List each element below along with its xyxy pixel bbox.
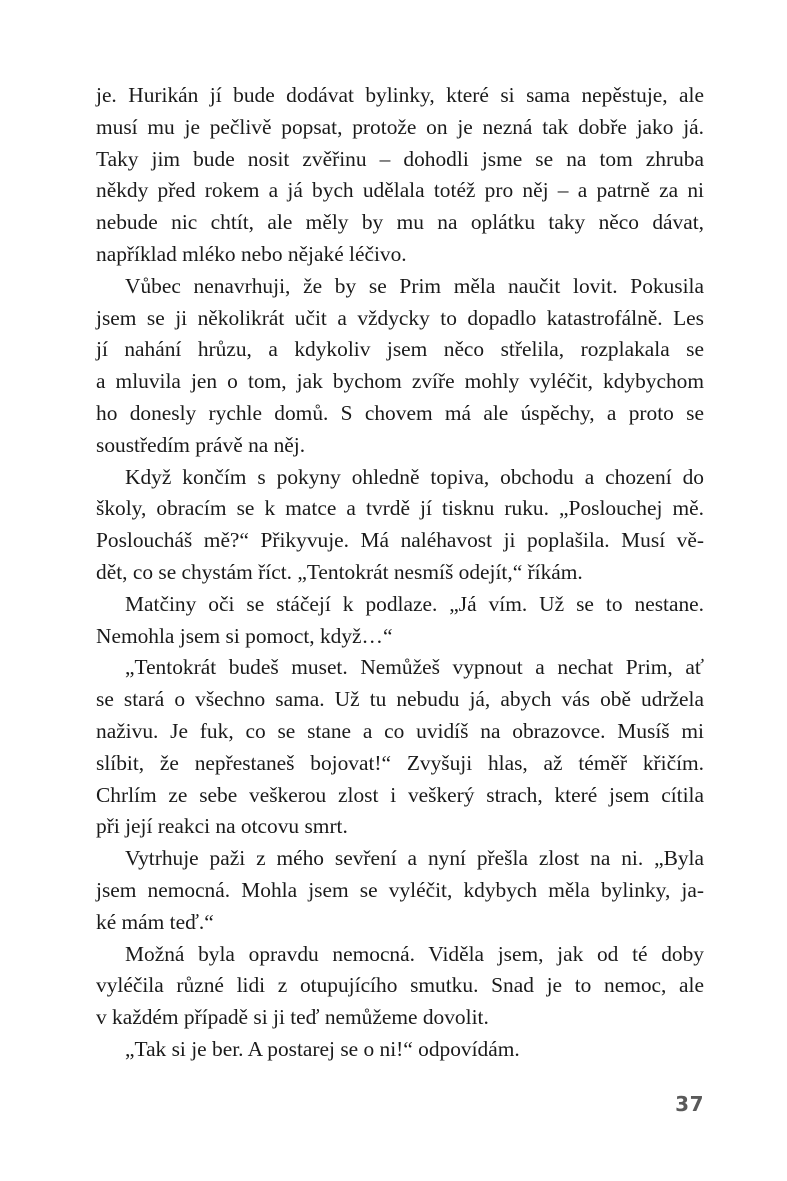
paragraph bbox=[96, 462, 704, 589]
text-line: Chrlím ze sebe veškerou zlost i veškerý strach, které jsem cítila bbox=[96, 782, 704, 807]
text-line: Možná byla opravdu nemocná. Viděla jsem, jak od té doby bbox=[125, 941, 704, 966]
text-line: Když končím s pokyny ohledně topiva, obchodu a chození do bbox=[125, 464, 704, 489]
text-line: jí nahání hrůzu, a kdykoliv jsem něco střelila, rozplakala se bbox=[96, 337, 704, 362]
text-line: ho donesly rychle domů. S chovem má ale úspěchy, a proto se bbox=[96, 400, 704, 425]
text-line: školy, obracím se k matce a tvrdě jí tisknu ruku. „Poslouchej mě. bbox=[96, 496, 704, 521]
text-line: v každém případě si ji teď nemůžeme dovolit. bbox=[96, 1005, 489, 1030]
text-line: Nemohla jsem si pomoct, když…“ bbox=[96, 623, 393, 648]
text-line: jsem se ji několikrát učit a vždycky to dopadlo katastrofálně. Les bbox=[96, 305, 704, 330]
paragraph bbox=[96, 843, 704, 938]
text-line: soustředím právě na něj. bbox=[96, 432, 306, 457]
paragraph bbox=[96, 80, 704, 271]
page-number: 37 bbox=[675, 1092, 704, 1116]
text-line: a mluvila jen o tom, jak bychom zvíře mohly vyléčit, kdybychom bbox=[96, 369, 704, 394]
paragraph bbox=[96, 652, 704, 843]
text-line: jsem nemocná. Mohla jsem se vyléčit, kdybych měla bylinky, ja- bbox=[96, 877, 704, 902]
text-line: Vůbec nenavrhuji, že by se Prim měla naučit lovit. Pokusila bbox=[125, 273, 704, 298]
text-line: Vytrhuje paži z mého sevření a nyní přešla zlost na ni. „Byla bbox=[125, 846, 704, 871]
text-line: při její reakci na otcovu smrt. bbox=[96, 814, 348, 839]
paragraph bbox=[96, 1034, 704, 1066]
paragraph bbox=[96, 939, 704, 1034]
text-line: někdy před rokem a já bych udělala totéž pro něj – a patrně za ni bbox=[96, 178, 704, 203]
text-line: Matčiny oči se stáčejí k podlaze. „Já vím. Už se to nestane. bbox=[125, 591, 704, 616]
text-line: ké mám teď.“ bbox=[96, 909, 214, 934]
text-line: „Tak si je ber. A postarej se o ni!“ odpovídám. bbox=[125, 1036, 520, 1061]
text-line: vyléčila různé lidi z otupujícího smutku. Snad je to nemoc, ale bbox=[96, 973, 704, 998]
text-line: je. Hurikán jí bude dodávat bylinky, které si sama nepěstuje, ale bbox=[96, 83, 704, 107]
text-line: dět, co se chystám říct. „Tentokrát nesmíš odejít,“ říkám. bbox=[96, 559, 583, 584]
text-line: musí mu je pečlivě popsat, protože on je nezná tak dobře jako já. bbox=[96, 114, 704, 139]
text-line: slíbit, že nepřestaneš bojovat!“ Zvyšuji hlas, až téměř křičím. bbox=[96, 750, 704, 775]
paragraph bbox=[96, 271, 704, 462]
text-line: se stará o všechno sama. Už tu nebudu já, abych vás obě udržela bbox=[96, 687, 704, 712]
text-line: nebude nic chtít, ale měly by mu na oplátku taky něco dávat, bbox=[96, 210, 704, 235]
text-line: naživu. Je fuk, co se stane a co uvidíš na obrazovce. Musíš mi bbox=[96, 718, 704, 743]
text-line: například mléko nebo nějaké léčivo. bbox=[96, 241, 407, 266]
text-line: Posloucháš mě?“ Přikyvuje. Má naléhavost ji poplašila. Musí vě- bbox=[96, 528, 704, 553]
text-line: Taky jim bude nosit zvěřinu – dohodli jsme se na tom zhruba bbox=[96, 146, 704, 171]
paragraph bbox=[96, 589, 704, 653]
body-text bbox=[96, 80, 704, 1066]
text-line: „Tentokrát budeš muset. Nemůžeš vypnout a nechat Prim, ať bbox=[125, 655, 704, 680]
